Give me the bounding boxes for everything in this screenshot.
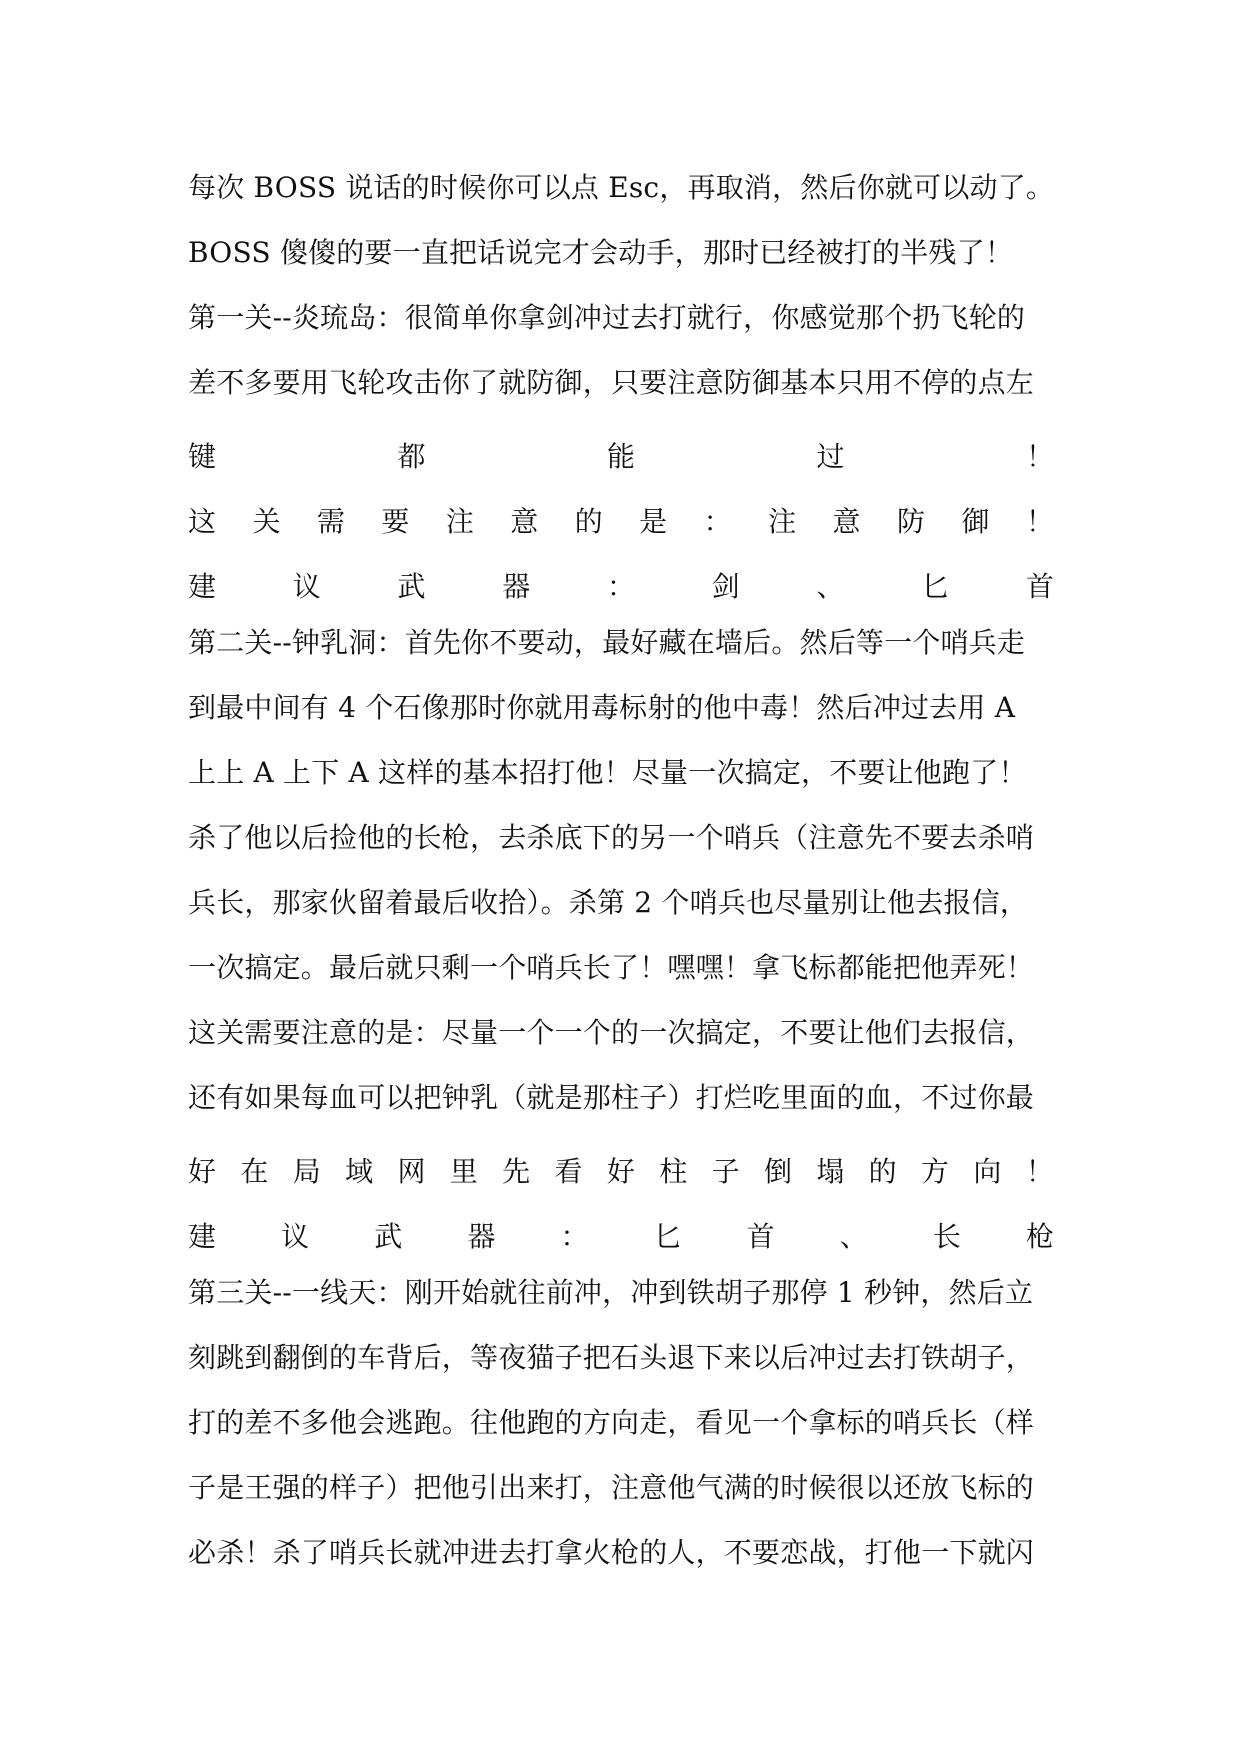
text-line: 每次 BOSS 说话的时候你可以点 Esc，再取消，然后你就可以动了。 xyxy=(188,171,1054,204)
document-body xyxy=(188,164,1054,1594)
text-glyph: 建 xyxy=(188,1219,217,1253)
text-line: 上上 A 上下 A 这样的基本招打他！尽量一次搞定，不要让他跑了！ xyxy=(188,756,1027,789)
text-glyph: 议 xyxy=(292,569,321,603)
text-glyph: 键 xyxy=(188,439,217,473)
text-line: 到最中间有 4 个石像那时你就用毒标射的他中毒！然后冲过去用 A xyxy=(188,691,1016,724)
text-glyph: 的 xyxy=(868,1154,897,1188)
text-glyph: 、 xyxy=(839,1219,868,1253)
text-line: 一次搞定。最后就只剩一个哨兵长了！嘿嘿！拿飞标都能把他弄死！ xyxy=(188,951,1035,984)
text-line: BOSS 傻傻的要一直把话说完才会动手，那时已经被打的半残了！ xyxy=(188,236,1014,269)
text-glyph: 意 xyxy=(510,504,539,538)
text-glyph: 都 xyxy=(397,439,426,473)
text-line: 第二关--钟乳洞：首先你不要动，最好藏在墙后。然后等一个哨兵走 xyxy=(188,626,1026,659)
text-glyph: 器 xyxy=(502,569,531,603)
text-line: 杀了他以后捡他的长枪，去杀底下的另一个哨兵（注意先不要去杀哨 xyxy=(188,821,1035,854)
text-glyph: 是 xyxy=(639,504,668,538)
text-glyph: 先 xyxy=(502,1154,531,1188)
text-glyph: 网 xyxy=(397,1154,426,1188)
text-line: 兵长，那家伙留着最后收拾）。杀第 2 个哨兵也尽量别让他去报信， xyxy=(188,886,1029,919)
text-glyph: 子 xyxy=(711,1154,740,1188)
justified-text-line xyxy=(188,489,1054,554)
text-glyph: 建 xyxy=(188,569,217,603)
text-glyph: 武 xyxy=(374,1219,403,1253)
text-glyph: ！ xyxy=(1025,504,1054,538)
text-line: 打的差不多他会逃跑。往他跑的方向走，看见一个拿标的哨兵长（样 xyxy=(188,1406,1035,1439)
text-glyph: 长 xyxy=(932,1219,961,1253)
text-glyph: 匕 xyxy=(653,1219,682,1253)
text-line: 第三关--一线天：刚开始就往前冲，冲到铁胡子那停 1 秒钟，然后立 xyxy=(188,1276,1034,1309)
text-glyph: ！ xyxy=(1025,1154,1054,1188)
text-line: 第一关--炎琉岛：很简单你拿剑冲过去打就行，你感觉那个扔飞轮的 xyxy=(188,301,1026,334)
text-glyph: 、 xyxy=(816,569,845,603)
text-glyph: 好 xyxy=(188,1154,217,1188)
text-line: 刻跳到翻倒的车背后，等夜猫子把石头退下来以后冲过去打铁胡子， xyxy=(188,1341,1035,1374)
text-glyph: 匕 xyxy=(921,569,950,603)
text-glyph: 好 xyxy=(606,1154,635,1188)
text-glyph: 这 xyxy=(188,504,217,538)
justified-text-line xyxy=(188,424,1054,489)
text-glyph: 要 xyxy=(381,504,410,538)
text-glyph: 意 xyxy=(832,504,861,538)
text-glyph: 塌 xyxy=(816,1154,845,1188)
text-glyph: ： xyxy=(703,504,732,538)
text-glyph: 方 xyxy=(921,1154,950,1188)
justified-text-line xyxy=(188,554,1054,619)
text-glyph: 倒 xyxy=(763,1154,792,1188)
justified-text-line xyxy=(188,1139,1054,1204)
text-glyph: 过 xyxy=(816,439,845,473)
text-glyph: 局 xyxy=(292,1154,321,1188)
text-glyph: 向 xyxy=(973,1154,1002,1188)
text-glyph: 器 xyxy=(467,1219,496,1253)
text-glyph: 议 xyxy=(281,1219,310,1253)
text-glyph: 需 xyxy=(316,504,345,538)
text-line: 子是王强的样子）把他引出来打，注意他气满的时候很以还放飞标的 xyxy=(188,1471,1035,1504)
text-glyph: 首 xyxy=(1025,569,1054,603)
text-glyph: 域 xyxy=(345,1154,374,1188)
justified-text-line xyxy=(188,1204,1054,1269)
text-line: 这关需要注意的是：尽量一个一个的一次搞定，不要让他们去报信， xyxy=(188,1016,1035,1049)
text-glyph: 在 xyxy=(240,1154,269,1188)
text-glyph: ： xyxy=(606,569,635,603)
text-glyph: 防 xyxy=(896,504,925,538)
text-glyph: ： xyxy=(560,1219,589,1253)
text-glyph: 的 xyxy=(574,504,603,538)
text-glyph: 御 xyxy=(961,504,990,538)
text-glyph: 里 xyxy=(449,1154,478,1188)
text-glyph: 能 xyxy=(606,439,635,473)
text-glyph: 注 xyxy=(445,504,474,538)
text-glyph: 剑 xyxy=(711,569,740,603)
text-line: 差不多要用飞轮攻击你了就防御，只要注意防御基本只用不停的点左 xyxy=(188,366,1035,399)
text-glyph: 注 xyxy=(768,504,797,538)
text-glyph: 看 xyxy=(554,1154,583,1188)
text-glyph: 首 xyxy=(746,1219,775,1253)
text-glyph: 关 xyxy=(252,504,281,538)
text-line: 必杀！杀了哨兵长就冲进去打拿火枪的人，不要恋战，打他一下就闪 xyxy=(188,1536,1035,1569)
text-glyph: 武 xyxy=(397,569,426,603)
text-glyph: ！ xyxy=(1025,439,1054,473)
text-glyph: 枪 xyxy=(1025,1219,1054,1253)
text-glyph: 柱 xyxy=(659,1154,688,1188)
text-line: 还有如果每血可以把钟乳（就是那柱子）打烂吃里面的血，不过你最 xyxy=(188,1081,1035,1114)
